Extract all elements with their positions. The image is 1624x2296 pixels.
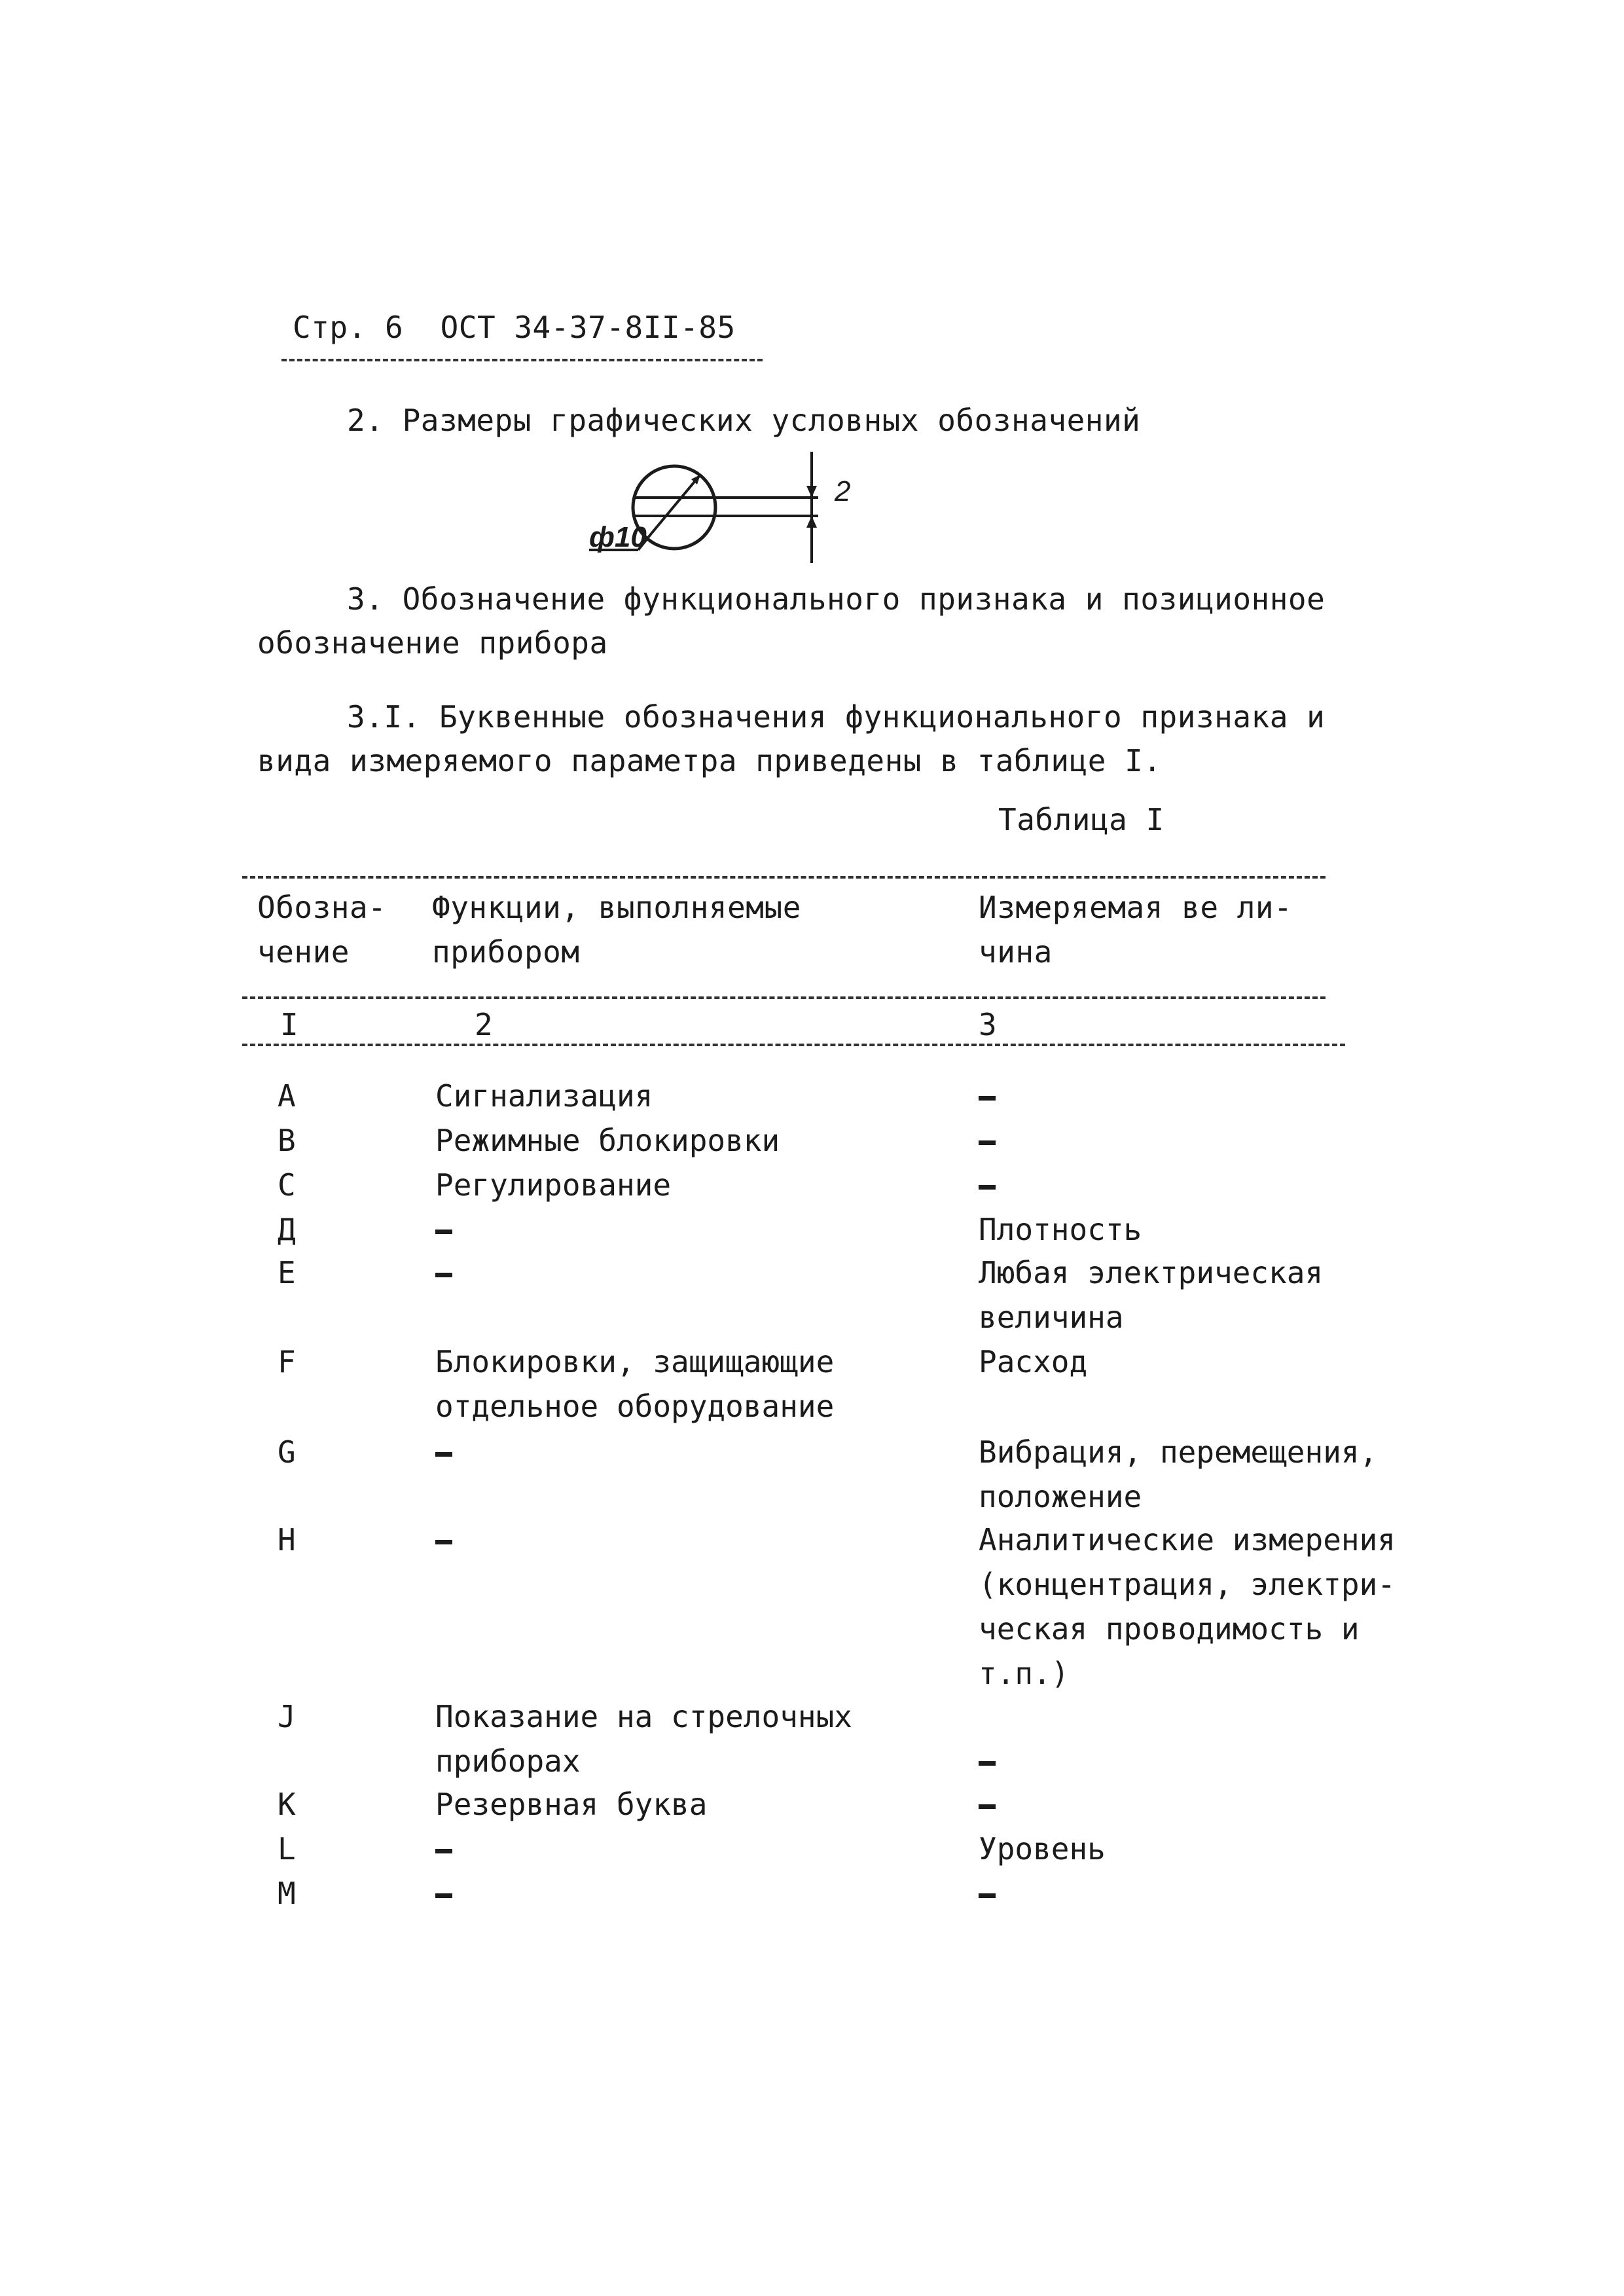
- row-quantity: Плотность: [979, 1212, 1142, 1247]
- row-function: [435, 1207, 452, 1252]
- dash-mark: [435, 1273, 452, 1277]
- row-function: [435, 1827, 452, 1871]
- row-function: [435, 1250, 452, 1295]
- section-3-line-1: 3. Обозначение функционального признака и позиционное: [347, 581, 1326, 617]
- row-function: Сигнализация: [435, 1078, 653, 1114]
- row-function: Режимные блокировки: [435, 1123, 780, 1158]
- section-3-1-line-1: 3.I. Буквенные обозначения функционального признака и: [347, 699, 1326, 735]
- row-function: Блокировки, защищающие отдельное оборудование: [435, 1344, 835, 1424]
- row-function: [435, 1871, 452, 1916]
- section-3-line-2: обозначение прибора: [257, 625, 608, 661]
- row-code: A: [278, 1078, 296, 1114]
- dash-mark: [979, 1140, 996, 1145]
- section-3-1-line-2: вида измеряемого параметра приведены в таблице I.: [257, 743, 1162, 778]
- dash-mark: [435, 1849, 452, 1853]
- row-code: L: [278, 1831, 296, 1867]
- page-number: Стр. 6: [293, 310, 404, 345]
- dash-mark: [435, 1893, 452, 1898]
- row-function: Показание на стрелочных приборах: [435, 1699, 852, 1779]
- row-code: K: [278, 1787, 296, 1822]
- row-code: M: [278, 1876, 296, 1911]
- table-numbers-rule: [242, 1044, 1345, 1046]
- table-caption: Таблица I: [998, 802, 1164, 837]
- header-quantity: Измеряемая ве ли- чина: [979, 890, 1293, 970]
- row-quantity: Вибрация, перемещения, положение: [979, 1434, 1378, 1514]
- dash-mark: [435, 1540, 452, 1544]
- row-quantity: [979, 1118, 996, 1163]
- diameter-arrow-line: [651, 475, 700, 534]
- row-code: B: [278, 1123, 296, 1158]
- height-label: 2: [835, 475, 851, 507]
- row-function: [435, 1518, 452, 1562]
- symbol-dimension-diagram: [537, 445, 877, 570]
- dash-mark: [435, 1452, 452, 1457]
- row-quantity: Любая электрическая величина: [979, 1255, 1324, 1335]
- dash-mark: [979, 1804, 996, 1809]
- row-quantity: Уровень: [979, 1831, 1106, 1867]
- column-number-3: 3: [979, 1007, 998, 1042]
- header-code: Обозна- чение: [257, 890, 387, 970]
- row-code: Д: [278, 1212, 296, 1247]
- header-function: Функции, выполняемые прибором: [432, 890, 801, 970]
- row-quantity: Аналитические измерения (концентрация, электри- ческая проводимость и т.п.): [979, 1522, 1396, 1691]
- row-code: C: [278, 1167, 296, 1203]
- row-quantity: [979, 1782, 996, 1827]
- height-arrow-top: [806, 486, 817, 498]
- row-code: E: [278, 1255, 296, 1290]
- row-code: H: [278, 1522, 296, 1558]
- row-code: F: [278, 1344, 296, 1379]
- row-quantity: [979, 1739, 996, 1783]
- dash-mark: [979, 1185, 996, 1190]
- row-code: J: [278, 1699, 296, 1734]
- height-arrow-bottom: [806, 516, 817, 528]
- section-2-title: 2. Размеры графических условных обозначений: [347, 403, 1141, 438]
- row-function: Резервная буква: [435, 1787, 708, 1822]
- document-code: ОСТ 34-37-8II-85: [440, 310, 736, 345]
- dash-mark: [979, 1761, 996, 1766]
- diameter-label: ф10: [589, 521, 647, 553]
- row-quantity: [979, 1163, 996, 1207]
- column-number-1: I: [280, 1007, 299, 1042]
- page-header: [293, 308, 736, 347]
- table-header-rule: [242, 996, 1326, 999]
- column-number-2: 2: [475, 1007, 494, 1042]
- dash-mark: [979, 1893, 996, 1898]
- table-top-rule: [242, 876, 1326, 879]
- header-rule: [281, 359, 763, 361]
- row-quantity: [979, 1871, 996, 1916]
- row-function: Регулирование: [435, 1167, 672, 1203]
- row-code: G: [278, 1434, 296, 1470]
- dash-mark: [979, 1096, 996, 1101]
- row-function: [435, 1430, 452, 1474]
- dash-mark: [435, 1230, 452, 1234]
- row-quantity: [979, 1074, 996, 1118]
- row-quantity: Расход: [979, 1344, 1088, 1379]
